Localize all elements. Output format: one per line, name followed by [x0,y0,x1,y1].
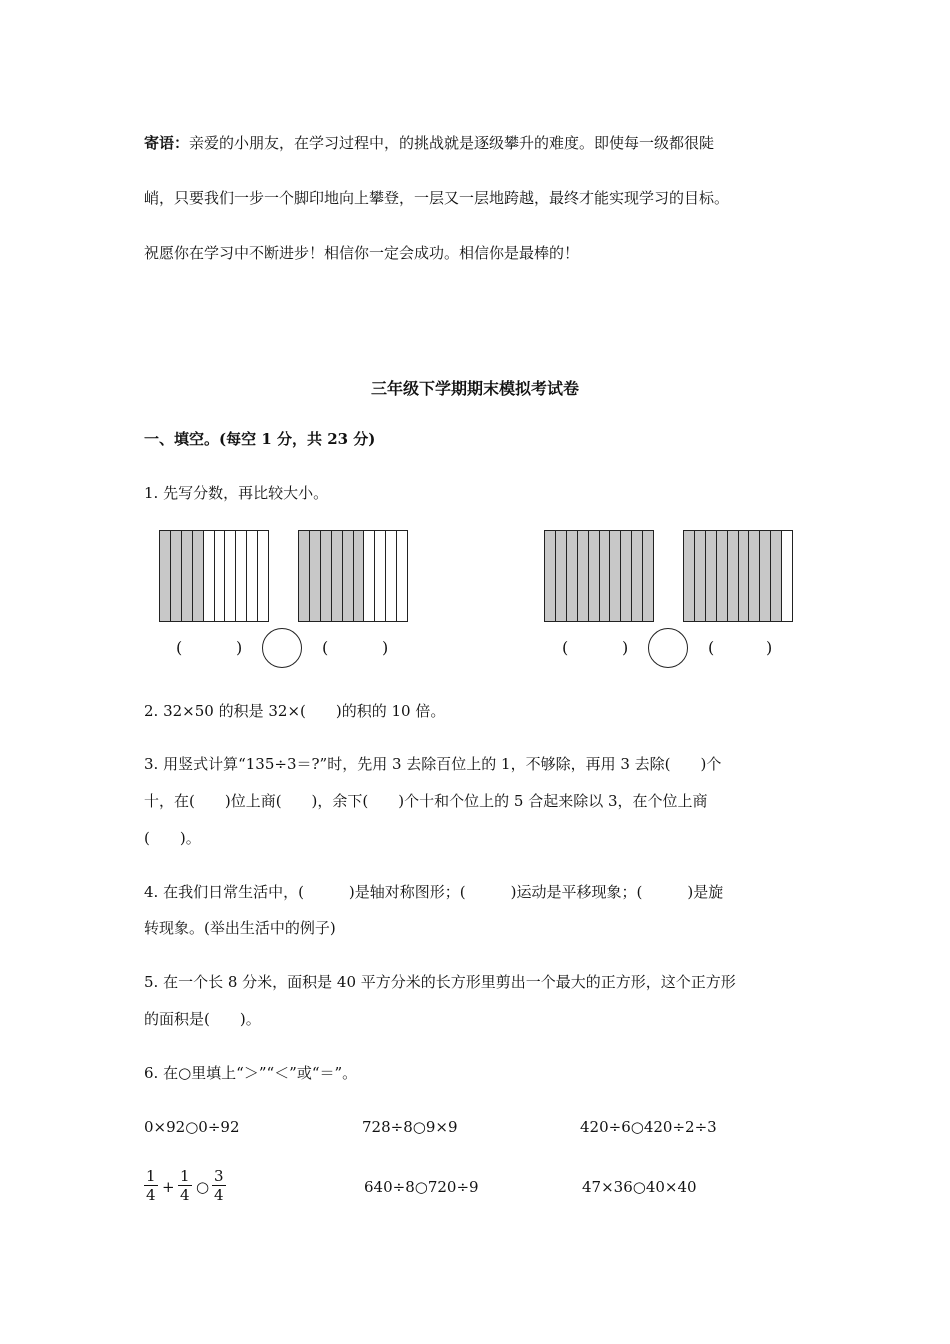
intro-line-3: 祝愿你在学习中不断进步！相信你一定会成功。相信你是最棒的！ [144,244,580,262]
answer-paren-open: ( [322,638,329,657]
fraction-one-quarter: $\frac{1}{4}$ [180,1167,190,1204]
empty-strip [364,531,375,621]
empty-strip [258,531,268,621]
answer-paren-open: ( [562,638,569,657]
shaded-strip [739,531,750,621]
shaded-strip [706,531,717,621]
compare-expr: 640÷8○720÷9 [364,1178,479,1196]
answer-paren-close: ) [766,638,773,657]
fraction-figure-1 [159,530,269,622]
shaded-strip [589,531,600,621]
shaded-strip [695,531,706,621]
shaded-strip [717,531,728,621]
empty-strip [397,531,407,621]
empty-strip [225,531,236,621]
empty-strip [215,531,226,621]
empty-strip [782,531,792,621]
answer-paren-close: ) [382,638,389,657]
fraction-figure-4 [683,530,793,622]
fraction-one-quarter: $\frac{1}{4}$ [146,1167,156,1204]
answer-paren-open: ( [176,638,183,657]
shaded-strip [545,531,556,621]
intro-line-2: 峭，只要我们一步一个脚印地向上攀登，一层又一层地跨越，最终才能实现学习的目标。 [144,189,730,207]
compare-circle-2[interactable] [648,628,688,668]
shaded-strip [728,531,739,621]
answer-paren-close: ) [622,638,629,657]
shaded-strip [600,531,611,621]
intro-label: 寄语： [144,134,190,152]
question-1: 1. 先写分数，再比较大小。 [144,484,329,502]
shaded-strip [310,531,321,621]
shaded-strip [643,531,653,621]
shaded-strip [171,531,182,621]
fraction-figure-3 [544,530,654,622]
question-5-line-1: 5. 在一个长 8 分米，面积是 40 平方分米的长方形里剪出一个最大的正方形，这个正方形 [144,973,736,991]
question-2: 2. 32×50 的积是 32×( )的积的 10 倍。 [144,702,446,720]
question-3-line-3: ( )。 [144,829,201,847]
question-4-line-2: 转现象。(举出生活中的例子) [144,919,336,937]
question-3-line-1: 3. 用竖式计算“135÷3＝?”时，先用 3 去除百位上的 1，不够除，再用 3 去除( )个 [144,755,722,773]
shaded-strip [578,531,589,621]
empty-strip [204,531,215,621]
shaded-strip [332,531,343,621]
shaded-strip [749,531,760,621]
shaded-strip [556,531,567,621]
fraction-three-quarters: $\frac{3}{4}$ [214,1167,224,1204]
shaded-strip [632,531,643,621]
question-5-line-2: 的面积是( )。 [144,1010,261,1028]
empty-strip [247,531,258,621]
shaded-strip [182,531,193,621]
question-6: 6. 在○里填上“＞”“＜”或“＝”。 [144,1064,358,1082]
compare-expr: 47×36○40×40 [582,1178,697,1196]
shaded-strip [160,531,171,621]
shaded-strip [354,531,365,621]
compare-expr: 728÷8○9×9 [362,1118,458,1136]
shaded-strip [760,531,771,621]
shaded-strip [321,531,332,621]
exam-title: 三年级下学期期末模拟考试卷 [370,379,579,398]
fraction-figure-2 [298,530,408,622]
compare-circle-1[interactable] [262,628,302,668]
empty-strip [375,531,386,621]
compare-expr: 0×92○0÷92 [144,1118,240,1136]
empty-strip [236,531,247,621]
plus-sign: + [162,1178,175,1196]
intro-text-1: 亲爱的小朋友，在学习过程中，的挑战就是逐级攀升的难度。即使每一级都很陡 [189,134,715,152]
shaded-strip [567,531,578,621]
compare-expr: 420÷6○420÷2÷3 [580,1118,717,1136]
compare-circle-symbol: ○ [196,1178,210,1196]
shaded-strip [684,531,695,621]
question-3-line-2: 十，在( )位上商( )，余下( )个十和个位上的 5 合起来除以 3，在个位上商 [144,792,708,810]
intro-line-1 [144,133,714,153]
section-heading: 一、填空。(每空 1 分，共 23 分) [144,430,376,448]
empty-strip [386,531,397,621]
shaded-strip [621,531,632,621]
shaded-strip [193,531,204,621]
shaded-strip [610,531,621,621]
shaded-strip [343,531,354,621]
shaded-strip [299,531,310,621]
answer-paren-open: ( [708,638,715,657]
shaded-strip [771,531,782,621]
question-4-line-1: 4. 在我们日常生活中，( )是轴对称图形；( )运动是平移现象；( )是旋 [144,883,724,901]
answer-paren-close: ) [236,638,243,657]
